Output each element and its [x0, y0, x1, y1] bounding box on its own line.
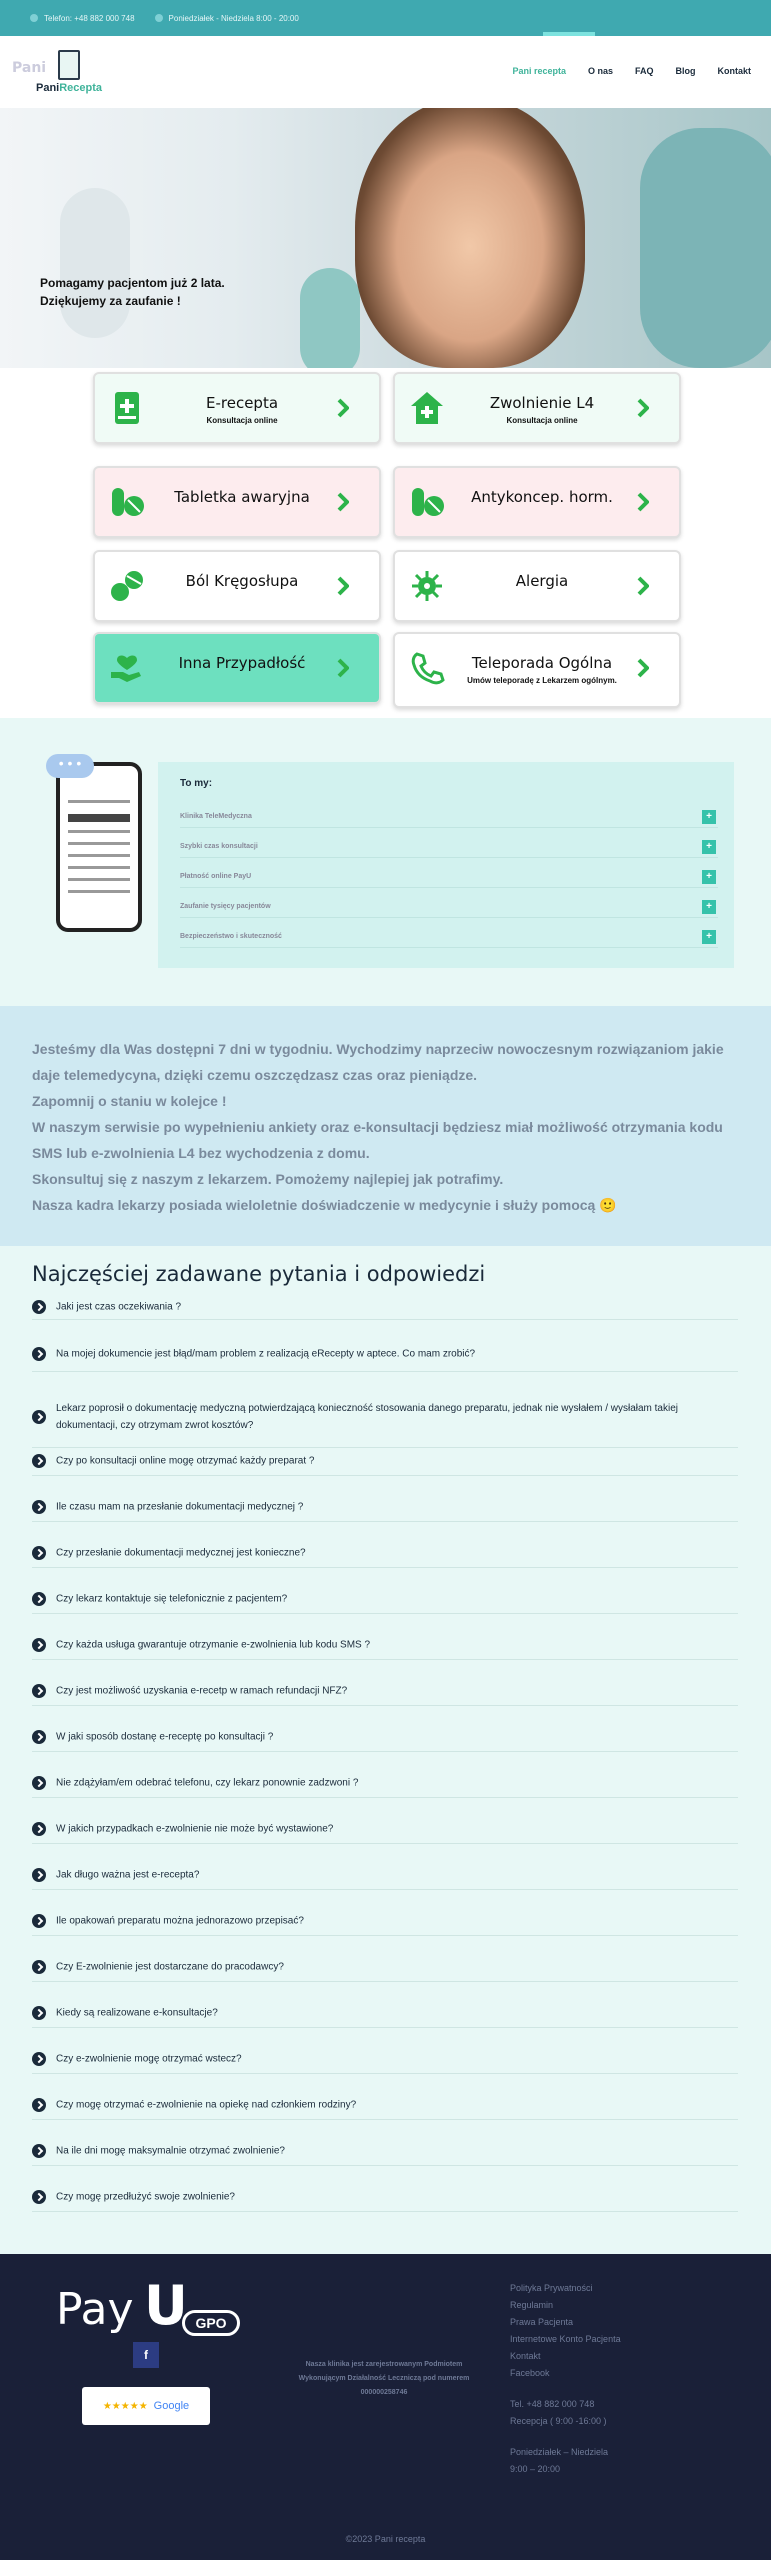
site-header: [0, 36, 771, 108]
gpo-badge: GPO: [182, 2310, 240, 2336]
faq-item[interactable]: [32, 1446, 738, 1476]
hero-background-figure: [60, 188, 130, 338]
service-title: Antykoncep. horm.: [471, 488, 613, 506]
faq-item[interactable]: [32, 1676, 738, 1706]
google-label: Google: [153, 2400, 190, 2412]
footer-registration-line: Wykonującym Działalność Leczniczą pod numerem: [298, 2375, 470, 2382]
chevron-right-icon: [337, 398, 349, 418]
plus-icon: +: [702, 900, 716, 914]
faq-item[interactable]: [32, 1538, 738, 1568]
chevron-right-icon: [32, 1914, 46, 1928]
chevron-right-icon: [32, 1300, 46, 1314]
pills-icon: [109, 484, 145, 520]
service-card-antykoncepcja[interactable]: [393, 466, 681, 538]
nav-item-blog[interactable]: Blog: [675, 66, 696, 76]
mockup-line: [68, 830, 130, 833]
facebook-icon[interactable]: f: [133, 2342, 159, 2368]
nav-item-pani-recepta[interactable]: Pani recepta: [512, 66, 566, 76]
service-title: Ból Kręgosłupa: [185, 572, 299, 590]
faq-question: W jakich przypadkach e-zwolnienie nie może być wystawione?: [56, 1823, 334, 1834]
footer-days: Poniedziałek – Niedziela: [510, 2447, 609, 2457]
faq-question: Ile opakowań preparatu można jednorazowo przepisać?: [56, 1915, 304, 1926]
faq-item[interactable]: [32, 1492, 738, 1522]
footer-link[interactable]: Polityka Prywatności: [510, 2283, 593, 2293]
info-section: [0, 1006, 771, 1246]
chevron-right-icon: [32, 1638, 46, 1652]
mockup-line: [68, 800, 130, 803]
topbar-hours-text: Poniedziałek - Niedziela 8:00 - 20:00: [168, 13, 299, 23]
chevron-right-icon: [32, 1822, 46, 1836]
hero-line-1: Pomagamy pacjentom już 2 lata.: [40, 276, 225, 290]
faq-question: Lekarz poprosił o dokumentację medyczną potwierdzającą konieczność stosowania danego preparatu, jednak nie wysłałem / wysłałam takiej dokumentacji, czy otrzymam zwrot kosztów?: [56, 1402, 678, 1431]
chevron-right-icon: [337, 576, 349, 596]
chevron-right-icon: [637, 398, 649, 418]
top-bar: [0, 0, 771, 36]
mockup-line: [68, 890, 130, 893]
service-title: Teleporada Ogólna: [471, 654, 613, 672]
chevron-right-icon: [32, 1730, 46, 1744]
info-line: Skonsultuj się z naszym z lekarzem. Pomożemy najlepiej jak potrafimy.: [32, 1171, 504, 1187]
faq-question: Nie zdążyłam/em odebrać telefonu, czy lekarz ponownie zadzwoni ?: [56, 1777, 359, 1788]
about-item[interactable]: [180, 896, 718, 918]
faq-question: Czy przesłanie dokumentacji medycznej jest konieczne?: [56, 1547, 306, 1558]
chevron-right-icon: [637, 576, 649, 596]
faq-question: W jaki sposób dostanę e-receptę po konsultacji ?: [56, 1731, 274, 1742]
topbar-phone-text: Telefon: +48 882 000 748: [44, 13, 135, 23]
about-item-label: Bezpieczeństwo i skuteczność: [180, 933, 282, 940]
faq-question: Jaki jest czas oczekiwania ?: [56, 1301, 182, 1312]
mockup-line: [68, 866, 130, 869]
stars-icon: ★★★★★: [102, 2400, 148, 2412]
about-box: [158, 762, 734, 968]
info-line: Jesteśmy dla Was dostępni 7 dni w tygodniu. Wychodzimy naprzeciw nowoczesnym rozwiązaniom jakie daje telemedycyna, dzięki czemu oszczędzasz czas oraz pieniądze.: [32, 1041, 724, 1083]
chevron-right-icon: [32, 1500, 46, 1514]
faq-item[interactable]: [32, 2136, 738, 2166]
footer-link[interactable]: Kontakt: [510, 2351, 541, 2361]
chevron-right-icon: [32, 1868, 46, 1882]
faq-question: Czy jest możliwość uzyskania e-recetp w ramach refundacji NFZ?: [56, 1685, 348, 1696]
info-text: [32, 1036, 752, 1218]
chevron-right-icon: [32, 1592, 46, 1606]
google-reviews-badge[interactable]: [82, 2387, 210, 2425]
service-title: Inna Przypadłość: [178, 654, 306, 672]
phone-mockup-image: [56, 755, 142, 932]
faq-item[interactable]: [32, 2044, 738, 2074]
payu-logo-u: U: [144, 2274, 188, 2337]
chevron-right-icon: [32, 1776, 46, 1790]
service-card-inna-przypadlosc[interactable]: [93, 632, 381, 704]
hero-line-2: Dziękujemy za zaufanie !: [40, 294, 181, 308]
site-footer: [0, 2254, 771, 2560]
faq-question: Czy mogę przedłużyć swoje zwolnienie?: [56, 2191, 235, 2202]
logo-wordmark: PaniRecepta: [36, 82, 103, 94]
faq-title: Najczęściej zadawane pytania i odpowiedzi: [32, 1262, 486, 1286]
faq-item[interactable]: [32, 1386, 738, 1448]
hero-doctor-photo: [355, 108, 585, 368]
faq-item[interactable]: [32, 1768, 738, 1798]
footer-links: [510, 2280, 710, 2478]
chevron-right-icon: [637, 658, 649, 678]
site-logo[interactable]: [12, 46, 103, 98]
hand-heart-icon: [109, 650, 145, 686]
faq-item[interactable]: [32, 1336, 738, 1372]
chevron-right-icon: [32, 2190, 46, 2204]
mockup-barcode: [68, 814, 130, 822]
footer-time: 9:00 – 20:00: [510, 2464, 561, 2474]
faq-item[interactable]: [32, 2182, 738, 2212]
service-title: E-recepta: [205, 394, 279, 412]
faq-question: Czy mogę otrzymać e-zwolnienie na opiekę nad członkiem rodziny?: [56, 2099, 357, 2110]
info-line: Zapomnij o staniu w kolejce !: [32, 1093, 227, 1109]
faq-item[interactable]: [32, 1998, 738, 2028]
topbar-hours: [155, 14, 299, 23]
service-card-e-recepta[interactable]: [93, 372, 381, 444]
chevron-right-icon: [32, 1546, 46, 1560]
document-icon: [58, 50, 80, 80]
faq-question: Na mojej dokumencie jest błąd/mam problem z realizacją eRecepty w aptece. Co mam zrobić?: [56, 1348, 476, 1359]
about-item[interactable]: [180, 836, 718, 858]
chevron-right-icon: [32, 2006, 46, 2020]
pills-icon: [409, 484, 445, 520]
plus-document-icon: [109, 390, 145, 426]
about-item-label: Płatność online PayU: [180, 873, 252, 880]
chevron-right-icon: [32, 1347, 46, 1361]
about-item[interactable]: [180, 866, 718, 888]
chevron-right-icon: [637, 492, 649, 512]
about-item-label: Klinika TeleMedyczna: [180, 813, 252, 820]
about-item[interactable]: [180, 806, 718, 828]
footer-registration-line: Nasza klinika jest zarejestrowanym Podmiotem: [305, 2361, 463, 2368]
hero-text: [40, 274, 225, 310]
chevron-right-icon: [32, 1960, 46, 1974]
service-subtitle: Konsultacja online: [506, 416, 578, 425]
service-card-teleporada[interactable]: [393, 632, 681, 708]
footer-registration-line: 000000258746: [360, 2389, 408, 2396]
chevron-right-icon: [32, 2098, 46, 2112]
mockup-line: [68, 878, 130, 881]
nav-item-kontakt[interactable]: Kontakt: [717, 66, 751, 76]
faq-question: Czy lekarz kontaktuje się telefonicznie z pacjentem?: [56, 1593, 288, 1604]
plus-icon: +: [702, 840, 716, 854]
hero-background-figure: [300, 268, 360, 368]
chevron-right-icon: [337, 658, 349, 678]
phone-icon: [409, 650, 445, 686]
service-title: Alergia: [515, 572, 569, 590]
mockup-line: [68, 854, 130, 857]
about-item[interactable]: [180, 926, 718, 948]
service-card-alergia[interactable]: [393, 550, 681, 622]
faq-item[interactable]: [32, 1584, 738, 1614]
faq-question: Na ile dni mogę maksymalnie otrzymać zwolnienie?: [56, 2145, 285, 2156]
plus-icon: +: [702, 930, 716, 944]
hero-banner: [0, 108, 771, 368]
faq-item[interactable]: [32, 1722, 738, 1752]
tablets-icon: [109, 568, 145, 604]
info-line: W naszym serwisie po wypełnieniu ankiety oraz e-konsultacji będziesz miał możliwość otrzymania kodu SMS lub e-zwolnienia L4 bez wychodzenia z domu.: [32, 1119, 723, 1161]
footer-registration: [284, 2358, 484, 2400]
chevron-right-icon: [32, 2144, 46, 2158]
service-card-tabletka-awaryjna[interactable]: [93, 466, 381, 538]
faq-item[interactable]: [32, 1630, 738, 1660]
faq-item[interactable]: [32, 1814, 738, 1844]
footer-reception: Recepcja ( 9:00 -16:00 ): [510, 2416, 607, 2426]
service-subtitle: Konsultacja online: [206, 416, 278, 425]
about-item-label: Zaufanie tysięcy pacjentów: [180, 903, 271, 910]
copyright: ©2023 Pani recepta: [345, 2534, 426, 2544]
chevron-right-icon: [32, 1410, 46, 1424]
nav-item-o-nas[interactable]: O nas: [587, 66, 613, 76]
faq-question: Czy e-zwolnienie mogę otrzymać wstecz?: [56, 2053, 242, 2064]
main-nav: [512, 66, 751, 76]
payu-gpo-logo: [56, 2274, 241, 2340]
footer-link[interactable]: Regulamin: [510, 2300, 554, 2310]
footer-link[interactable]: Facebook: [510, 2368, 550, 2378]
logo-word-faded: Pani: [12, 60, 47, 76]
payu-logo-text: Pay: [56, 2284, 134, 2335]
faq-item[interactable]: [32, 1294, 738, 1320]
phone-icon: [30, 14, 38, 22]
plus-icon: +: [702, 810, 716, 824]
faq-question: Czy po konsultacji online mogę otrzymać każdy preparat ?: [56, 1455, 315, 1466]
faq-question: Jak długo ważna jest e-recepta?: [56, 1869, 200, 1880]
chevron-right-icon: [32, 1454, 46, 1468]
clock-icon: [155, 14, 163, 22]
footer-phone[interactable]: Tel. +48 882 000 748: [510, 2399, 595, 2409]
topbar-phone[interactable]: [30, 14, 135, 23]
about-item-label: Szybki czas konsultacji: [180, 843, 258, 850]
chevron-right-icon: [32, 1684, 46, 1698]
service-card-bol-kregoslupa[interactable]: [93, 550, 381, 622]
faq-item[interactable]: [32, 1952, 738, 1982]
about-section: [0, 718, 771, 1006]
service-subtitle: Umów teleporadę z Lekarzem ogólnym.: [467, 676, 617, 685]
faq-item[interactable]: [32, 2090, 738, 2120]
chevron-right-icon: [337, 492, 349, 512]
about-title: To my:: [180, 778, 213, 789]
faq-question: Ile czasu mam na przesłanie dokumentacji medycznej ?: [56, 1501, 304, 1512]
info-line: Nasza kadra lekarzy posiada wieloletnie doświadczenie w medycynie i służy pomocą 🙂: [32, 1197, 617, 1213]
service-title: Zwolnienie L4: [489, 394, 595, 412]
virus-icon: [409, 568, 445, 604]
faq-item[interactable]: [32, 1860, 738, 1890]
hospital-house-icon: [409, 390, 445, 426]
faq-item[interactable]: [32, 1906, 738, 1936]
faq-question: Czy E-zwolnienie jest dostarczane do pracodawcy?: [56, 1961, 284, 1972]
service-card-zwolnienie-l4[interactable]: [393, 372, 681, 444]
footer-link[interactable]: Prawa Pacjenta: [510, 2317, 574, 2327]
chevron-right-icon: [32, 2052, 46, 2066]
services-grid: [0, 368, 771, 718]
footer-link[interactable]: Internetowe Konto Pacjenta: [510, 2334, 621, 2344]
mockup-line: [68, 842, 130, 845]
service-title: Tabletka awaryjna: [174, 488, 310, 506]
faq-question: Kiedy są realizowane e-konsultacje?: [56, 2007, 218, 2018]
plus-icon: +: [702, 870, 716, 884]
faq-section: [0, 1246, 771, 2254]
hero-background-figure: [640, 128, 771, 368]
chat-bubble: • • •: [46, 754, 94, 778]
nav-item-faq[interactable]: FAQ: [634, 66, 654, 76]
faq-question: Czy każda usługa gwarantuje otrzymanie e-zwolnienia lub kodu SMS ?: [56, 1639, 371, 1650]
